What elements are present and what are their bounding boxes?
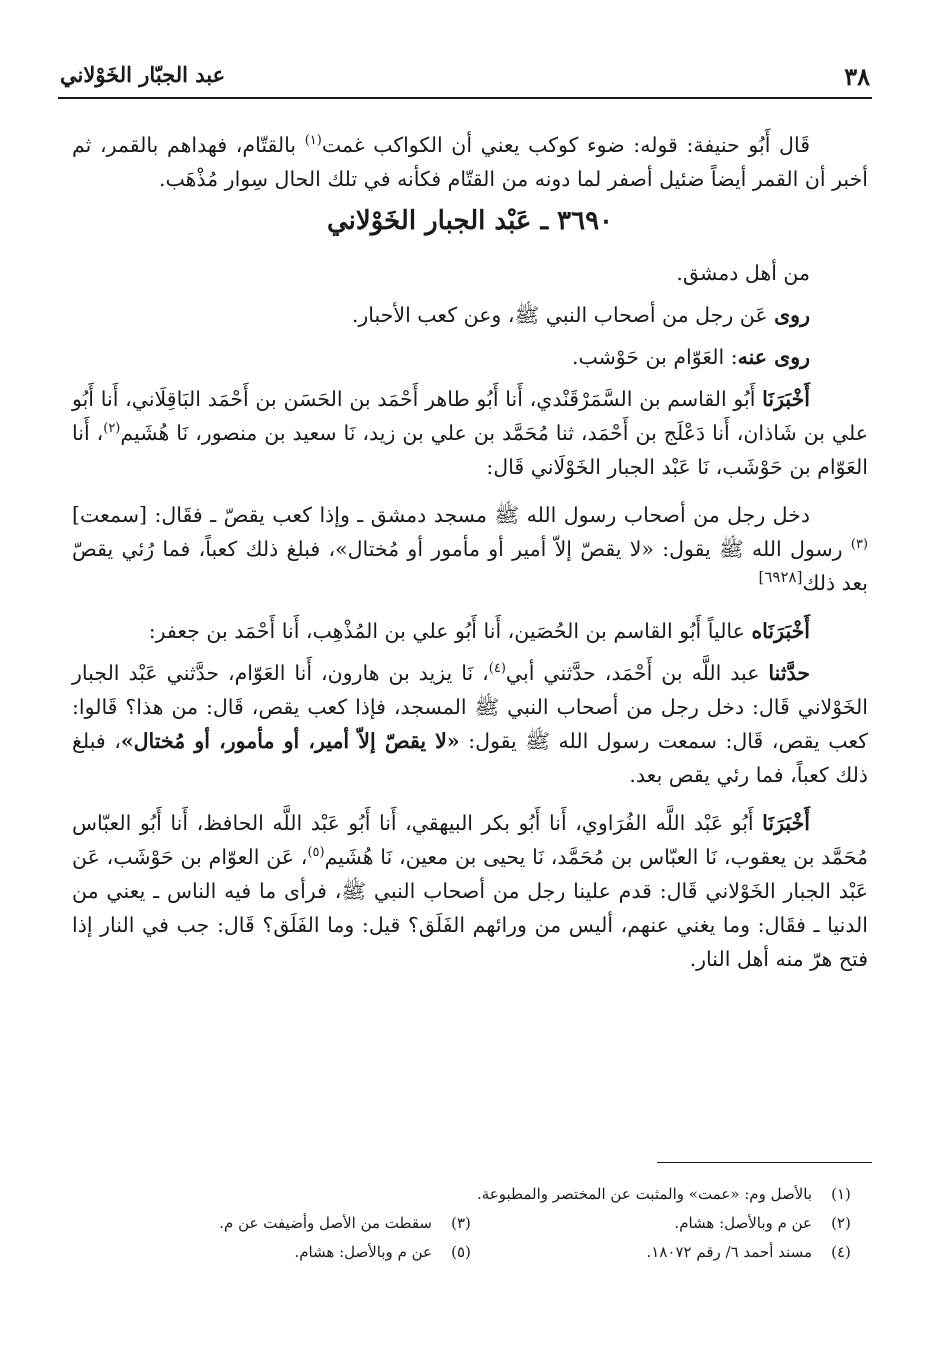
hadith-number: [٦٩٢٨]: [758, 568, 803, 587]
footnote-number: (١): [831, 1185, 851, 1203]
footnote-number: (٥): [451, 1243, 471, 1261]
isnad-4-text-a: أَبُو عَبْد اللَّه الفُرَاوي، أَنا أَبُو بكر البيهقي، أَنا أَبُو عَبْد اللَّه الحافظ، أَنا أَبُو العبّاس مُحَمَّد بن يعقوب، نَا العبّاس بن مُحَمَّد، نَا يحيى بن معين، نَا هُشَيم: [72, 811, 868, 869]
footnote-ref-4: (٤): [488, 661, 506, 677]
isnad-1-text-b: ، أَنا العَوّام بن حَوْشَب، نَا عَبْد الجبار الخَوْلَاني قَال:: [72, 421, 868, 479]
isnad-2-label: أَخْبَرَنَاه: [751, 619, 810, 643]
rawa-label: روى: [774, 303, 810, 327]
rawa-anhu-label: روى عنه: [737, 345, 810, 369]
footnote-text: مسند أحمد ٦/ رقم ١٨٠٧٢.: [646, 1243, 812, 1261]
intro-text-rest: بالقتّام، فهداهم بالقمر، ثم أخبر أن القمر أيضاً ضئيل أصفر لما دونه من القتّام فكأنه في تلك الحال سِوار مُذْهَب.: [72, 133, 868, 191]
rawa-anhu-paragraph: [72, 340, 868, 374]
isnad-1-paragraph: [72, 382, 868, 484]
footnote-row: [60, 1180, 870, 1209]
intro-text-lead: قَال أَبُو حنيفة: قوله: ضوء كوكب يعني أن الكواكب غمت: [321, 133, 810, 157]
origin-paragraph: من أهل دمشق.: [676, 261, 810, 285]
isnad-4-label: أَخْبَرَنَا: [762, 811, 810, 835]
footnote-text: عن م وبالأصل: هشام.: [294, 1243, 432, 1261]
header-rule: [58, 97, 872, 99]
main-text: [72, 128, 868, 990]
isnad-1-text-a: أَبُو القاسم بن السَّمَرْقَنْدي، أَنا أَبُو طاهر أَحْمَد بن الحَسَن بن أَحْمَد البَاقِلَاني، أَنا أَبُو علي بن شَاذان، أَنا دَعْلَج بن أَحْمَد، ثنا مُحَمَّد بن علي بن زيد، نَا سعيد بن منصور، نَا هُشَيم: [72, 387, 868, 445]
isnad-1-label: أَخْبَرَنَا: [762, 387, 810, 411]
running-title: عبد الجبّار الخَوْلاني: [60, 62, 226, 87]
rawa-anhu-text: : العَوّام بن حَوْشب.: [571, 345, 738, 369]
isnad-3-quote: «لا يقصّ إلاّ أمير، أو مأمور، أو مُختال»: [120, 729, 460, 753]
isnad-3-label: حدَّثنا: [768, 661, 810, 685]
footnote-number: (٤): [831, 1243, 851, 1261]
isnad-3-text-b: ، نَا يزيد بن هارون، أَنا العَوّام، حدَّثني عَبْد الجبار الخَوْلاني قَال: دخل رجل من أصحاب النبي ﷺ المسجد، فإذا كعب يقص، قَال: من هذا؟ قَالوا: كعب يقص، قَال: سمعت رسول الله ﷺ يقول:: [72, 661, 869, 753]
isnad-2-text: عالياً أَبُو القاسم بن الحُصَين، أَنا أَبُو علي بن المُذْهِب، أَنا أَحْمَد بن جعفر:: [148, 619, 752, 643]
hadith-1-text-b: رسول الله ﷺ يقول: «لا يقصّ إلاّ أمير أو مأمور أو مُختال»، فبلغ ذلك كعباً، فما رُئي يقصّ بعد ذلك: [72, 537, 868, 595]
footnote-4: [490, 1238, 870, 1267]
footnote-text: سقطت من الأصل وأضيفت عن م.: [219, 1214, 432, 1232]
page-number: ٣٨: [844, 62, 870, 91]
footnote-row: [60, 1209, 870, 1238]
entry-title: ٣٦٩٠ ـ عَبْد الجبار الخَوْلاني: [326, 206, 614, 236]
footnote-ref-1: (١): [304, 133, 322, 149]
isnad-3-text-c: ، فبلغ ذلك كعباً، فما رئي يقص بعد.: [72, 729, 868, 787]
isnad-4-paragraph: [72, 806, 868, 976]
footnote-number: (٢): [831, 1214, 851, 1232]
footnote-2: [490, 1209, 870, 1238]
rawa-text: عَن رجل من أصحاب النبي ﷺ، وعن كعب الأحبار.: [351, 303, 775, 327]
isnad-4-text-b: ، عَن العوّام بن حَوْشَب، عَن عَبْد الجبار الخَوْلاني قَال: قدم علينا رجل من أصحاب النبي ﷺ، فرأى ما فيه الناس ـ يعني من الدنيا ـ فقَال: وما يغني عنهم، أليس من ورائهم الفَلَق؟ قيل: وما الفَلَق؟ قَال: جب في النار إذا فتح هرّ منه أهل النار.: [72, 845, 868, 971]
footnote-ref-5: (٥): [307, 845, 325, 861]
isnad-3-paragraph: [72, 656, 868, 792]
footnote-row: [60, 1238, 870, 1267]
page-header: [60, 58, 870, 98]
hadith-1-paragraph: [72, 498, 868, 600]
hadith-1-text-a: دخل رجل من أصحاب رسول الله ﷺ مسجد دمشق ـ وإذا كعب يقصّ ـ فقَال: [سمعت]: [72, 503, 810, 527]
footnote-1: [477, 1180, 870, 1209]
footnote-text: عن م وبالأصل: هشام.: [674, 1214, 812, 1232]
footnote-text: بالأصل وم: «عمت» والمثبت عن المختصر والمطبوعة.: [477, 1185, 812, 1203]
footnote-ref-3: (٣): [850, 537, 868, 553]
intro-paragraph: [72, 128, 868, 196]
rawa-paragraph: [72, 298, 868, 332]
footnote-5: [110, 1238, 490, 1267]
footnote-rule: [657, 1162, 872, 1163]
footnote-number: (٣): [451, 1214, 471, 1232]
isnad-2-paragraph: [72, 614, 868, 648]
footnotes: [60, 1180, 870, 1267]
isnad-3-text-a: عبد اللَّه بن أَحْمَد، حدَّثني أبي: [505, 661, 769, 685]
footnote-3: [110, 1209, 490, 1238]
footnote-ref-2: (٢): [103, 421, 121, 437]
